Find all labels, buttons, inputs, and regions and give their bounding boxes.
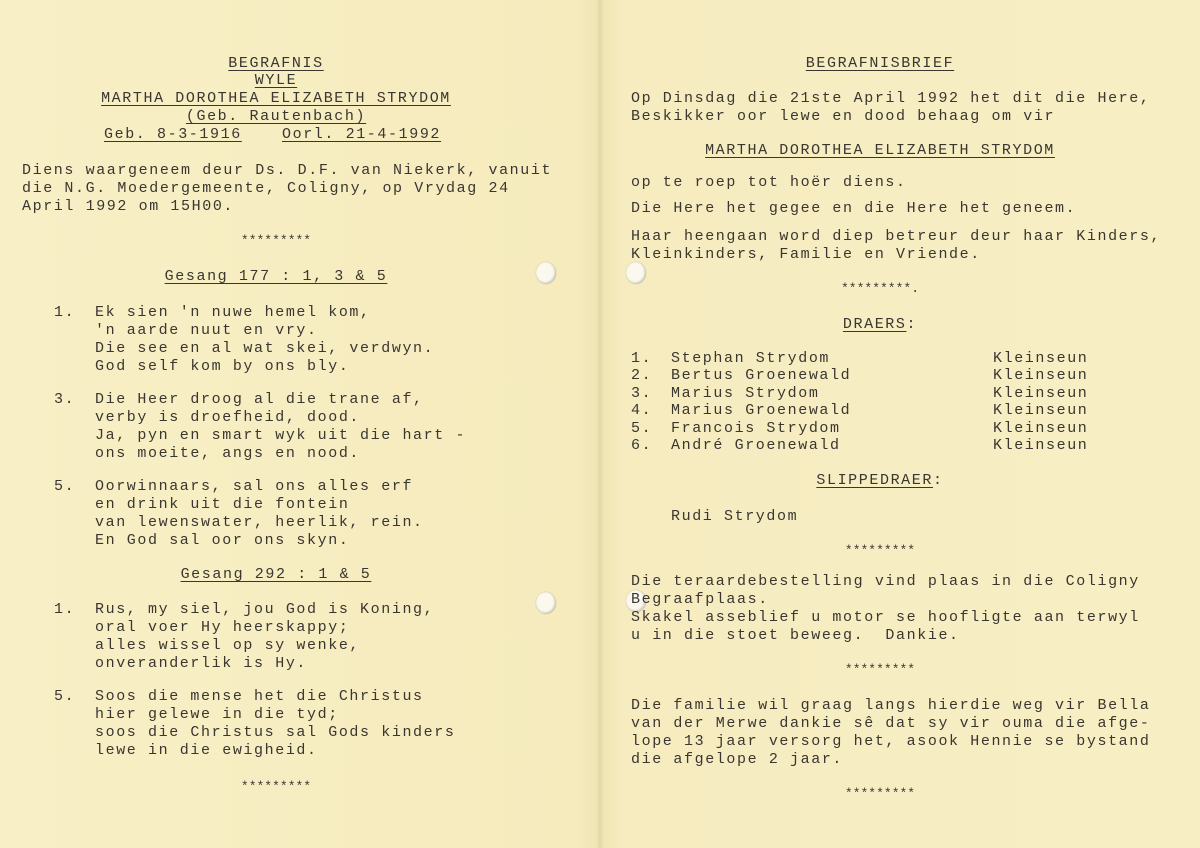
verse-line: soos die Christus sal Gods kinders <box>95 724 456 741</box>
burial-line: Skakel asseblief u motor se hoofligte aan terwyl <box>631 609 1140 626</box>
bearer-name: Bertus Groenewald <box>671 367 852 384</box>
verse-line: hier gelewe in die tyd; <box>95 706 339 723</box>
verse-line: alles wissel op sy wenke, <box>95 637 361 654</box>
pallbearer-name: Rudi Strydom <box>671 508 799 525</box>
left-page <box>0 0 596 848</box>
verse-line: en drink uit die fontein <box>95 496 350 513</box>
bearer-number: 1. <box>631 350 653 367</box>
bearers-title: DRAERS <box>842 316 907 333</box>
verse-line: Ek sien 'n nuwe hemel kom, <box>95 304 371 321</box>
pallbearer-heading <box>604 472 1156 489</box>
right-separator-stars-3: ********* <box>844 662 916 677</box>
pallbearer-colon: : <box>933 472 944 489</box>
bearer-name: Stephan Strydom <box>671 350 831 367</box>
left-title: BEGRAFNIS <box>228 55 324 72</box>
left-separator-stars: ********* <box>240 233 312 248</box>
verse-line: Die see en al wat skei, verdwyn. <box>95 340 435 357</box>
page-fold <box>596 0 604 848</box>
burial-line: Die teraardebestelling vind plaas in die Coligny <box>631 573 1140 590</box>
right-deceased-name: MARTHA DOROTHEA ELIZABETH STRYDOM <box>705 142 1055 159</box>
bearer-number: 4. <box>631 402 653 419</box>
bearer-role: Kleinseun <box>993 402 1089 419</box>
verse-line: 'n aarde nuut en vry. <box>95 322 318 339</box>
burial-line: u in die stoet beweeg. Dankie. <box>631 627 960 644</box>
verse-line: Rus, my siel, jou God is Koning, <box>95 601 435 618</box>
thanks-line: van der Merwe dankie sê dat sy vir ouma die afge- <box>631 715 1151 732</box>
right-separator-stars-1: *********. <box>840 281 919 296</box>
left-end-stars: ********* <box>240 779 312 794</box>
bearer-role: Kleinseun <box>993 385 1089 402</box>
right-title: BEGRAFNISBRIEF <box>805 55 955 72</box>
bearers-colon: : <box>906 316 918 333</box>
verse-line: En God sal oor ons skyn. <box>95 532 350 549</box>
bearer-name: André Groenewald <box>671 437 841 454</box>
bearer-role: Kleinseun <box>993 437 1089 454</box>
verse-line: lewe in die ewigheid. <box>95 742 318 759</box>
left-maiden-name: (Geb. Rautenbach) <box>185 108 367 125</box>
verse-line: God self kom by ons bly. <box>95 358 350 375</box>
verse-line: van lewenswater, heerlik, rein. <box>95 514 424 531</box>
verse-number: 1. <box>54 601 76 618</box>
left-birth-date: Geb. 8-3-1916 <box>104 126 242 143</box>
bearer-name: Marius Strydom <box>671 385 820 402</box>
bearers-heading <box>604 316 1156 333</box>
service-line: die N.G. Moedergemeente, Coligny, op Vrydag 24 <box>22 180 510 197</box>
verse-line: onveranderlik is Hy. <box>95 655 308 672</box>
thanks-line: Die familie wil graag langs hierdie weg vir Bella <box>631 697 1151 714</box>
bearer-number: 2. <box>631 367 653 384</box>
right-given-line: Die Here het gegee en die Here het geneem. <box>631 200 1077 217</box>
verse-number: 3. <box>54 391 76 408</box>
bearer-number: 3. <box>631 385 653 402</box>
service-line: Diens waargeneem deur Ds. D.F. van Niekerk, vanuit <box>22 162 553 179</box>
hymn-177-title: Gesang 177 : 1, 3 & 5 <box>164 268 388 285</box>
thanks-line: die afgelope 2 jaar. <box>631 751 844 768</box>
verse-number: 5. <box>54 688 76 705</box>
bearer-role: Kleinseun <box>993 367 1089 384</box>
verse-line: ons moeite, angs en nood. <box>95 445 361 462</box>
verse-line: Oorwinnaars, sal ons alles erf <box>95 478 414 495</box>
right-call-line: op te roep tot hoër diens. <box>631 174 907 191</box>
left-wyle: WYLE <box>254 72 298 89</box>
verse-line: oral voer Hy heerskappy; <box>95 619 350 636</box>
right-separator-stars-2: ********* <box>844 543 916 558</box>
burial-line: Begraafplaas. <box>631 591 769 608</box>
hymn-292-title: Gesang 292 : 1 & 5 <box>180 566 372 583</box>
bearer-number: 5. <box>631 420 653 437</box>
right-page <box>604 0 1200 848</box>
bearer-name: Marius Groenewald <box>671 402 852 419</box>
left-death-date: Oorl. 21-4-1992 <box>282 126 442 143</box>
verse-number: 1. <box>54 304 76 321</box>
bearer-role: Kleinseun <box>993 420 1089 437</box>
verse-line: Soos die mense het die Christus <box>95 688 424 705</box>
verse-number: 5. <box>54 478 76 495</box>
right-intro-line: Beskikker oor lewe en dood behaag om vir <box>631 108 1056 125</box>
service-line: April 1992 om 15H00. <box>22 198 235 215</box>
left-deceased-name: MARTHA DOROTHEA ELIZABETH STRYDOM <box>101 90 451 107</box>
verse-line: Die Heer droog al die trane af, <box>95 391 424 408</box>
right-mourn-line: Haar heengaan word diep betreur deur haar Kinders, <box>631 228 1162 245</box>
bearer-role: Kleinseun <box>993 350 1089 367</box>
right-mourn-line: Kleinkinders, Familie en Vriende. <box>631 246 981 263</box>
thanks-line: lope 13 jaar versorg het, asook Hennie se bystand <box>631 733 1151 750</box>
verse-line: Ja, pyn en smart wyk uit die hart - <box>95 427 467 444</box>
right-intro-line: Op Dinsdag die 21ste April 1992 het dit die Here, <box>631 90 1151 107</box>
bearer-name: Francois Strydom <box>671 420 841 437</box>
right-end-stars: ********* <box>844 786 916 801</box>
pallbearer-title: SLIPPEDRAER <box>816 472 933 489</box>
verse-line: verby is droefheid, dood. <box>95 409 361 426</box>
bearer-number: 6. <box>631 437 653 454</box>
